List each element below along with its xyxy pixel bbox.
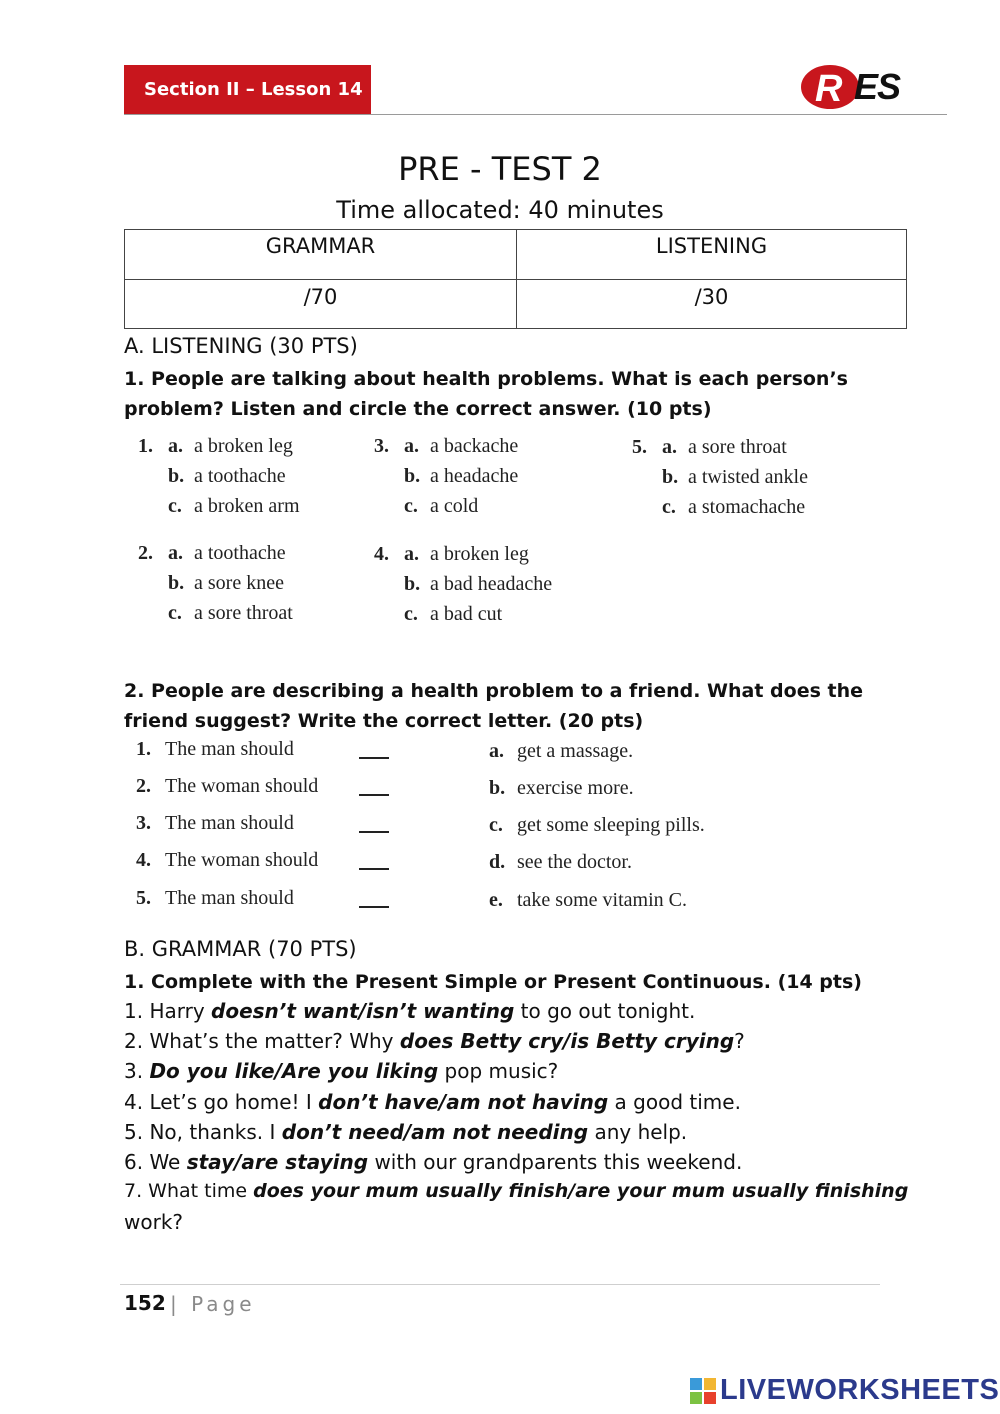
verb-choice[interactable]: does your mum usually finish/are your mum usually finishing [253,1180,909,1202]
option-text[interactable]: a sore throat [688,436,787,458]
grammar-item-7-continuation: work? [124,1210,184,1234]
header-divider [124,114,947,115]
grammar-score: /70 [303,285,338,309]
option-letter: b. [168,465,185,487]
option-text[interactable]: a bad cut [430,603,503,625]
option-text[interactable]: a toothache [194,542,286,564]
grammar-item-1 [124,999,695,1023]
item-text: 4. Let’s go home! I [124,1090,319,1114]
verb-choice[interactable]: doesn’t want/isn’t wanting [211,999,515,1023]
verb-choice[interactable]: does Betty cry/is Betty crying [399,1029,735,1053]
question-number: 2. [138,542,153,564]
liveworksheets-watermark [690,1374,1000,1408]
match-prompt: The woman should [165,849,319,871]
match-number: 4. [136,849,151,871]
score-table [124,229,907,329]
listening-heading: A. LISTENING (30 PTS) [124,334,358,358]
listening-score: /30 [694,285,729,309]
option-letter: b. [404,465,421,487]
match-number: 3. [136,812,151,834]
table-divider-horizontal [125,279,906,280]
logo-text: ES [854,66,901,107]
match-letter: a. [489,740,504,762]
item-text: 1. Harry [124,999,212,1023]
match-option: see the doctor. [517,851,632,873]
liveworksheets-icon [690,1378,716,1404]
footer-divider [120,1284,880,1285]
item-text: a good time. [608,1090,741,1114]
listening-part1-instruction-1: 1. People are talking about health problems. What is each person’s [124,368,848,390]
option-letter: b. [662,466,679,488]
answer-blank[interactable] [359,906,389,908]
grammar-instruction: 1. Complete with the Present Simple or Present Continuous. (14 pts) [124,971,862,993]
option-text[interactable]: a toothache [194,465,286,487]
question-number: 1. [138,435,153,457]
option-text[interactable]: a broken leg [194,435,293,457]
logo-letter: R [815,68,843,110]
item-text: pop music? [438,1059,559,1083]
match-prompt: The man should [165,887,294,909]
option-text[interactable]: a backache [430,435,519,457]
grammar-item-5 [124,1120,687,1144]
item-text: any help. [588,1120,688,1144]
match-option: exercise more. [517,777,634,799]
question-number: 5. [632,436,647,458]
grammar-item-4 [124,1090,741,1114]
listening-part2-instruction-1: 2. People are describing a health problem to a friend. What does the [124,680,864,702]
listening-part2-instruction-2: friend suggest? Write the correct letter. (20 pts) [124,710,644,732]
item-text: with our grandparents this weekend. [368,1150,743,1174]
section-label: Section II – Lesson 14 [124,65,371,115]
item-text: to go out tonight. [514,999,696,1023]
item-text: ? [734,1029,745,1053]
match-letter: c. [489,814,503,836]
option-text[interactable]: a stomachache [688,496,806,518]
question-number: 4. [374,543,389,565]
option-text[interactable]: a broken arm [194,495,300,517]
grammar-item-2 [124,1029,745,1053]
verb-choice[interactable]: don’t need/am not needing [281,1120,589,1144]
match-letter: d. [489,851,506,873]
question-number: 3. [374,435,389,457]
match-number: 2. [136,775,151,797]
option-letter: c. [404,495,418,517]
listening-part1-instruction-2: problem? Listen and circle the correct answer. (10 pts) [124,398,712,420]
time-allocated: Time allocated: 40 minutes [336,196,664,224]
option-letter: a. [168,435,183,457]
page-number: 152 [124,1291,166,1315]
verb-choice[interactable]: Do you like/Are you liking [149,1059,439,1083]
match-letter: e. [489,889,503,911]
option-text[interactable]: a sore throat [194,602,293,624]
match-letter: b. [489,777,506,799]
match-option: take some vitamin C. [517,889,687,911]
grammar-heading: B. GRAMMAR (70 PTS) [124,937,357,961]
option-text[interactable]: a bad headache [430,573,553,595]
listening-header: LISTENING [655,234,768,258]
page-label: | Page [170,1292,256,1316]
grammar-item-7 [124,1180,908,1202]
option-letter: c. [168,495,182,517]
grammar-header: GRAMMAR [265,234,376,258]
res-logo [800,62,930,112]
watermark-text: LIVEWORKSHEETS [720,1374,1000,1406]
match-prompt: The woman should [165,775,319,797]
match-option: get some sleeping pills. [517,814,705,836]
match-number: 5. [136,887,151,909]
option-text[interactable]: a twisted ankle [688,466,808,488]
verb-choice[interactable]: don’t have/am not having [318,1090,609,1114]
matching-exercise [136,738,756,918]
answer-blank[interactable] [359,868,389,870]
match-option: get a massage. [517,740,634,762]
item-text: 5. No, thanks. I [124,1120,282,1144]
grammar-item-6 [124,1150,742,1174]
grammar-item-3 [124,1059,558,1083]
option-text[interactable]: a broken leg [430,543,529,565]
verb-choice[interactable]: stay/are staying [186,1150,369,1174]
match-number: 1. [136,738,151,760]
answer-blank[interactable] [359,757,389,759]
option-letter: c. [168,602,182,624]
option-letter: a. [404,543,419,565]
option-letter: b. [168,572,185,594]
option-letter: a. [662,436,677,458]
option-letter: c. [404,603,418,625]
option-letter: c. [662,496,676,518]
item-text: 2. What’s the matter? Why [124,1029,400,1053]
option-letter: a. [404,435,419,457]
option-letter: a. [168,542,183,564]
option-text[interactable]: a sore knee [194,572,284,594]
answer-blank[interactable] [359,831,389,833]
option-text[interactable]: a cold [430,495,479,517]
answer-blank[interactable] [359,794,389,796]
match-prompt: The man should [165,812,294,834]
option-text[interactable]: a headache [430,465,519,487]
page-title: PRE - TEST 2 [398,150,602,188]
option-letter: b. [404,573,421,595]
item-text: 3. [124,1059,150,1083]
item-text: 7. What time [124,1180,254,1202]
item-text: 6. We [124,1150,187,1174]
match-prompt: The man should [165,738,294,760]
